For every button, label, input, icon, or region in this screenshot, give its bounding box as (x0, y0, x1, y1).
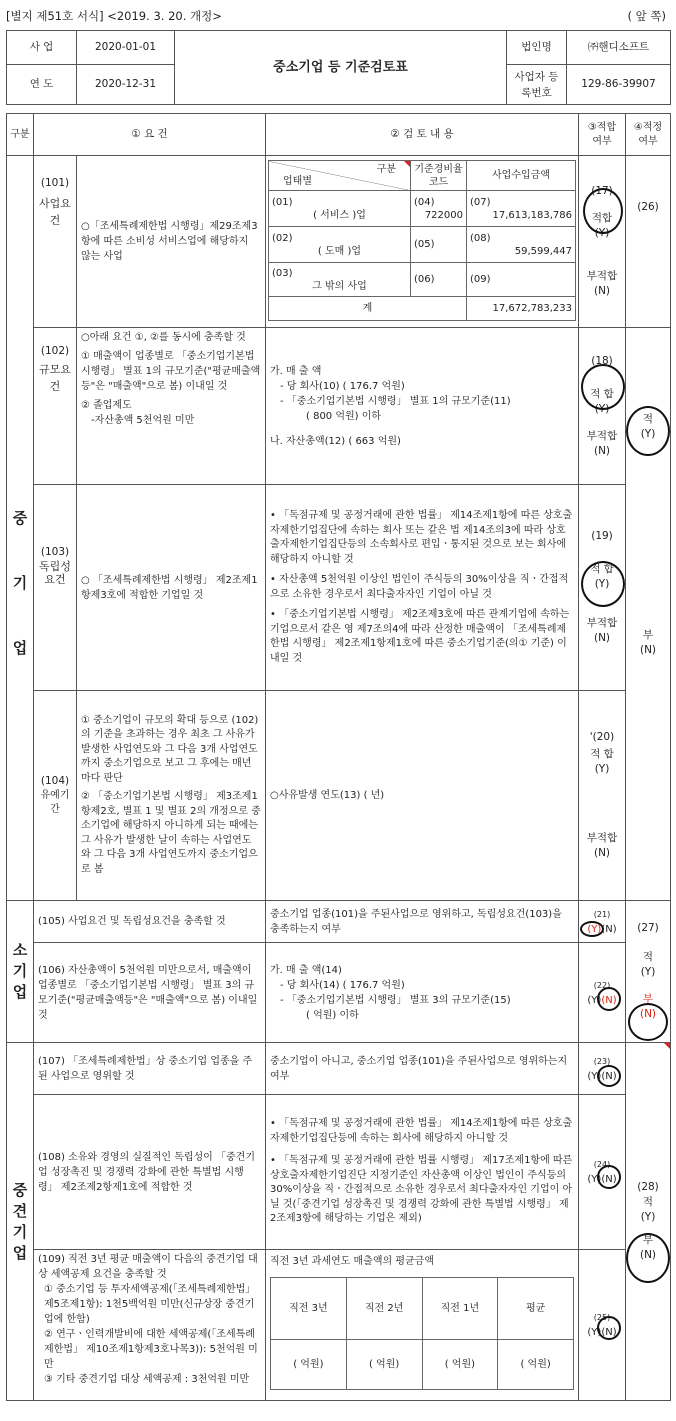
item-109-review: 직전 3년 과세연도 매출액의 평균금액 직전 3년 직전 2년 직전 1년 평균 ( 억원) ( 억원) ( 억원) ( 억원) (266, 1250, 579, 1401)
item-105-fit: (21) (Y)(N) (579, 901, 626, 943)
item-101-fit: (17) 적합 (Y) 부적합 (N) (579, 156, 626, 328)
form-title: 중소기업 등 기준검토표 (175, 31, 507, 105)
item-small-fit4: (27) 적 (Y) 부 (N) (626, 901, 671, 1043)
section-sme: 중 기 업 (7, 156, 34, 901)
circle-105-fit (580, 921, 604, 937)
circle-small-fit4 (628, 1003, 668, 1041)
form-number: [별지 제51호 서식] <2019. 3. 20. 개정> (6, 9, 222, 23)
col-category: 구분 (7, 114, 34, 156)
reg-no: 129-86-39907 (567, 65, 671, 105)
circle-109-fit (597, 1316, 621, 1340)
item-103-requirement: ○ 「조세특례제한법 시행령」 제2조제1항제3호에 적합한 기업일 것 (77, 485, 266, 691)
biz-col-revenue: 사업수입금액 (467, 161, 576, 191)
item-107-fit: (23) (Y)(N) (579, 1043, 626, 1095)
item-102-label: (102) 규모요건 (34, 328, 77, 485)
avg-col-mean: 평균 (498, 1278, 574, 1340)
avg-col-y3: 직전 3년 (271, 1278, 347, 1340)
biz-row-wholesale-rev: (08) 59,599,447 (467, 227, 576, 263)
period-start: 2020-01-01 (77, 31, 175, 65)
item-sme-fit4: 적 (Y) 부 (N) (626, 328, 671, 901)
corp-name: ㈜핸디소프트 (567, 31, 671, 65)
item-109-fit: (25) (Y)(N) (579, 1250, 626, 1401)
item-107-requirement: (107) 「조세특례제한법」상 중소기업 업종을 주된 사업으로 영위할 것 (34, 1043, 266, 1095)
item-104-label: (104) 유예기간 (34, 691, 77, 901)
section-small: 소 기 업 (7, 901, 34, 1043)
biz-row-other-rev: (09) (467, 263, 576, 297)
item-106-fit: (22) (Y)(N) (579, 943, 626, 1043)
item-103-label: (103) 독립성요건 (34, 485, 77, 691)
item-104-review: ○사유발생 연도(13) ( 년) (266, 691, 579, 901)
col-review: ② 검 토 내 용 (266, 114, 579, 156)
biz-row-wholesale-code: (05) (411, 227, 467, 263)
item-106-review: 가. 매 출 액(14) - 당 회사(14) ( 176.7 억원) - 「중소기업기본법 시행령」 별표 3의 규모기준(15) ( 억원) 이하 (266, 943, 579, 1043)
item-103-review: • 「독점규제 및 공정거래에 관한 법률」 제14조제1항에 따른 상호출자제한기업집단에 속하는 회사 또는 같은 법 제14조의3에 따라 상호출자제한기업집단등의 소속회사로 편입ㆍ통지된 것으로 보는 회사에 해당하지 아니할 것 • 자산총액 5천억원 이상인 법인이 주식등의 30%이상을 직ㆍ간접적으로 소유한 경우로서 최다출자자인 기업이 아닐 것 • 「중소기업기본법 시행령」 제2조제3호에 따른 관계기업에 속하는 기업으로서 같은 영 제7조의4에 따라 산정한 매출액이 「조세특례제한법 시행령」 제2조제1항제1호에 따른 중소기업기준(의① 기준) 이내일 것 (266, 485, 579, 691)
avg-val-y3: ( 억원) (271, 1340, 347, 1390)
item-109-requirement: (109) 직전 3년 평균 매출액이 다음의 중견기업 대상 세액공제 요건을 충족할 것 ① 중소기업 등 투자세액공제(「조세특례제한법」 제5조제1항): 1천5백억원 미만(신규상장 중견기업에 한함) ② 연구ㆍ인력개발비에 대한 세액공제(「조세특례제한법」 제10조제1항제3호나목3)): 5천억원 미만 ③ 기타 중견기업 대상 세액공제 : 3천억원 미만 (34, 1250, 266, 1401)
review-table (6, 113, 671, 1401)
col-fit3: ③적합 여부 (579, 114, 626, 156)
business-type-table (268, 160, 576, 321)
item-104-requirement: ① 중소기업이 규모의 확대 등으로 (102)의 기준을 초과하는 경우 최초 그 사유가 발생한 사업연도와 그 다음 3개 사업연도까지 중소기업으로 보고 그 후에는 매년마다 판단 ② 「중소기업기본법 시행령」 제3조제1항제2호, 별표 1 및 별표 2의 개정으로 중소기업에 해당하지 아니하게 되는 때에는 그 사유가 발생한 날이 속하는 사업연도와 그 다음 3개 사업연도까지 중소기업으로 봄 (77, 691, 266, 901)
biz-table-corner: 구분 업태별 (269, 161, 411, 191)
item-101-label: (101) 사업요건 (34, 156, 77, 328)
circle-103-fit (581, 561, 625, 607)
circle-108-fit (597, 1165, 621, 1189)
biz-row-service: (01) ( 서비스 )업 (269, 191, 411, 227)
item-104-fit: '(20) 적 합 (Y) 부적합 (N) (579, 691, 626, 901)
avg-revenue-table (270, 1277, 574, 1390)
page-side: ( 앞 쪽) (627, 9, 666, 23)
item-101-requirement: ○「조세특례제한법 시행령」제29조제3항에 따른 소비성 서비스업에 해당하지 않는 사업 (77, 156, 266, 328)
item-108-review: • 「독점규제 및 공정거래에 관한 법률」 제14조제1항에 따른 상호출자제한기업집단등에 속하는 회사에 해당하지 아니할 것 • 「독점규제 및 공정거래에 관한 법률 시행령」 제17조제1항에 따른 상호출자제한기업진단 지정기준인 자산총액 이상인 법인이 주식등의 30%이상을 직ㆍ간접적으로 소유한 경우로서 최다출자자인 기업이 아닐 것(「중견기업 성장촉진 및 경쟁력 강화에 관한 특별법 시행령」 제2조제3항에 해당하는 기업은 제외) (266, 1095, 579, 1250)
biz-row-wholesale: (02) ( 도매 )업 (269, 227, 411, 263)
info-table (6, 30, 671, 105)
item-108-fit: (24) (Y)(N) (579, 1095, 626, 1250)
biz-row-other: (03) 그 밖의 사업 (269, 263, 411, 297)
item-105-review: 중소기업 업종(101)을 주된사업으로 영위하고, 독립성요건(103)을 충족하는지 여부 (266, 901, 579, 943)
item-mid-fit4: (28) 적 (Y) 부 (N) (626, 1043, 671, 1401)
biz-row-other-code: (06) (411, 263, 467, 297)
biz-row-service-code: (04) 722000 (411, 191, 467, 227)
section-mid: 중 견 기 업 (7, 1043, 34, 1401)
avg-val-y2: ( 억원) (346, 1340, 422, 1390)
item-103-fit: (19) 적 합 (Y) 부적합 (N) (579, 485, 626, 691)
label-year: 연 도 (7, 65, 77, 105)
item-101-review (266, 156, 579, 328)
col-requirement: ① 요 건 (34, 114, 266, 156)
biz-total: 17,672,783,233 (467, 297, 576, 321)
circle-102-fit (581, 364, 625, 410)
circle-107-fit (597, 1065, 621, 1087)
item-105-requirement: (105) 사업요건 및 독립성요건을 충족할 것 (34, 901, 266, 943)
avg-col-y1: 직전 1년 (422, 1278, 498, 1340)
label-reg-no: 사업자 등록번호 (507, 65, 567, 105)
avg-val-mean: ( 억원) (498, 1340, 574, 1390)
item-107-review: 중소기업이 아니고, 중소기업 업종(101)을 주된사업으로 영위하는지 여부 (266, 1043, 579, 1095)
circle-106-fit (597, 987, 621, 1011)
item-102-requirement: ○아래 요건 ①, ②를 동시에 충족할 것 ① 매출액이 업종별로 「중소기업기본법 시행령」 별표 1의 규모기준("평균매출액등"은 "매출액"으로 봄) 이내일 것 ② 졸업제도 -자산총액 5천억원 미만 (77, 328, 266, 485)
biz-total-label: 계 (269, 297, 467, 321)
item-102-fit: (18) 적 합 (Y) 부적합 (N) (579, 328, 626, 485)
item-108-requirement: (108) 소유와 경영의 실질적인 독립성이 「중견기업 성장촉진 및 경쟁력 강화에 관한 특별법 시행령」 제2조제2항제1호에 적합한 것 (34, 1095, 266, 1250)
item-26-fit: (26) (626, 156, 671, 328)
item-106-requirement: (106) 자산총액이 5천억원 미만으로서, 매출액이 업종별로 「중소기업기본법 시행령」 별표 3의 규모기준("평균매출액등"은 "매출액"으로 봄) 이내일 것 (34, 943, 266, 1043)
col-fit4: ④적정 여부 (626, 114, 671, 156)
label-corp-name: 법인명 (507, 31, 567, 65)
label-business: 사 업 (7, 31, 77, 65)
biz-col-code: 기준경비율코드 (411, 161, 467, 191)
circle-sme-fit4 (626, 406, 670, 456)
circle-mid-fit4 (626, 1233, 670, 1283)
item-102-review: 가. 매 출 액 - 당 회사(10) ( 176.7 억원) - 「중소기업기본법 시행령」 별표 1의 규모기준(11) ( 800 억원) 이하 나. 자산총액(12) ( 663 억원) (266, 328, 579, 485)
avg-col-y2: 직전 2년 (346, 1278, 422, 1340)
period-end: 2020-12-31 (77, 65, 175, 105)
biz-row-service-rev: (07) 17,613,183,786 (467, 191, 576, 227)
circle-101-fit (583, 188, 623, 234)
avg-val-y1: ( 억원) (422, 1340, 498, 1390)
